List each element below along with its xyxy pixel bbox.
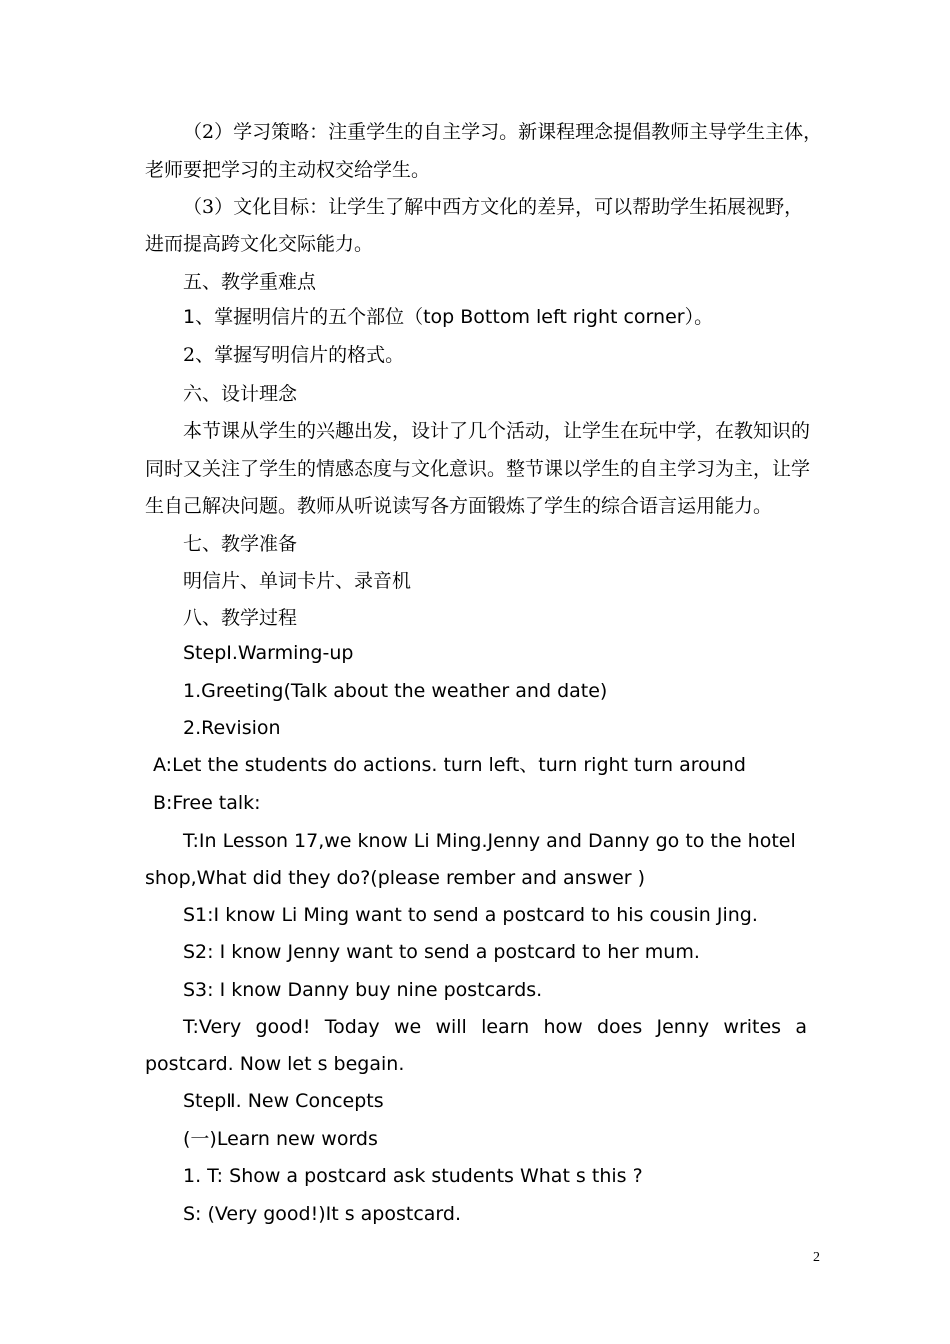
text-line: （3）文化目标：让学生了解中西方文化的差异，可以帮助学生拓展视野，	[183, 196, 804, 218]
text-line: 进而提高跨文化交际能力。	[145, 233, 374, 255]
text-line: 1. T: Show a postcard ask students What s this ?	[183, 1165, 643, 1187]
text-line: S2: I know Jenny want to send a postcard to her mum.	[183, 941, 700, 963]
text-line: 2、掌握写明信片的格式。	[183, 344, 405, 366]
text-line: B:Free talk:	[153, 792, 261, 814]
text-line: shop,What did they do?(please rember and answer )	[145, 867, 646, 889]
text-line: postcard. Now let s begain.	[145, 1053, 405, 1075]
section-heading: 五、教学重难点	[183, 271, 317, 293]
text-line: （2）学习策略：注重学生的自主学习。新课程理念提倡教师主导学生主体，	[183, 121, 823, 143]
text-line: A:Let the students do actions. turn left、turn right turn around	[153, 754, 746, 776]
section-heading: 六、设计理念	[183, 383, 298, 405]
text-line: T:In Lesson 17,we know Li Ming.Jenny and Danny go to the hotel	[183, 830, 796, 852]
text-line: S1:I know Li Ming want to send a postcard to his cousin Jing.	[183, 904, 758, 926]
text-line: 1、掌握明信片的五个部位（top Bottom left right corner）。	[183, 306, 714, 328]
text-line: 同时又关注了学生的情感态度与文化意识。整节课以学生的自主学习为主，让学	[145, 458, 811, 480]
text-line: 明信片、单词卡片、录音机	[183, 570, 412, 592]
text-line: S: (Very good!)It s apostcard.	[183, 1203, 461, 1225]
text-line: 老师要把学习的主动权交给学生。	[145, 159, 431, 181]
step-heading: StepⅠ.Warming-up	[183, 642, 354, 664]
text-line: 生自己解决问题。教师从听说读写各方面锻炼了学生的综合语言运用能力。	[145, 495, 773, 517]
text-line: T:Very good! Today we will learn how does Jenny writes a	[183, 1016, 807, 1038]
page-number: 2	[813, 1250, 820, 1265]
text-line: 1.Greeting(Talk about the weather and date)	[183, 680, 608, 702]
text-line: (一)Learn new words	[183, 1128, 378, 1150]
text-line: 本节课从学生的兴趣出发，设计了几个活动，让学生在玩中学，在教知识的	[183, 420, 811, 442]
text-line: 2.Revision	[183, 717, 281, 739]
section-heading: 八、教学过程	[183, 607, 298, 629]
section-heading: 七、教学准备	[183, 533, 298, 555]
text-line: S3: I know Danny buy nine postcards.	[183, 979, 543, 1001]
step-heading: StepⅡ. New Concepts	[183, 1090, 384, 1112]
